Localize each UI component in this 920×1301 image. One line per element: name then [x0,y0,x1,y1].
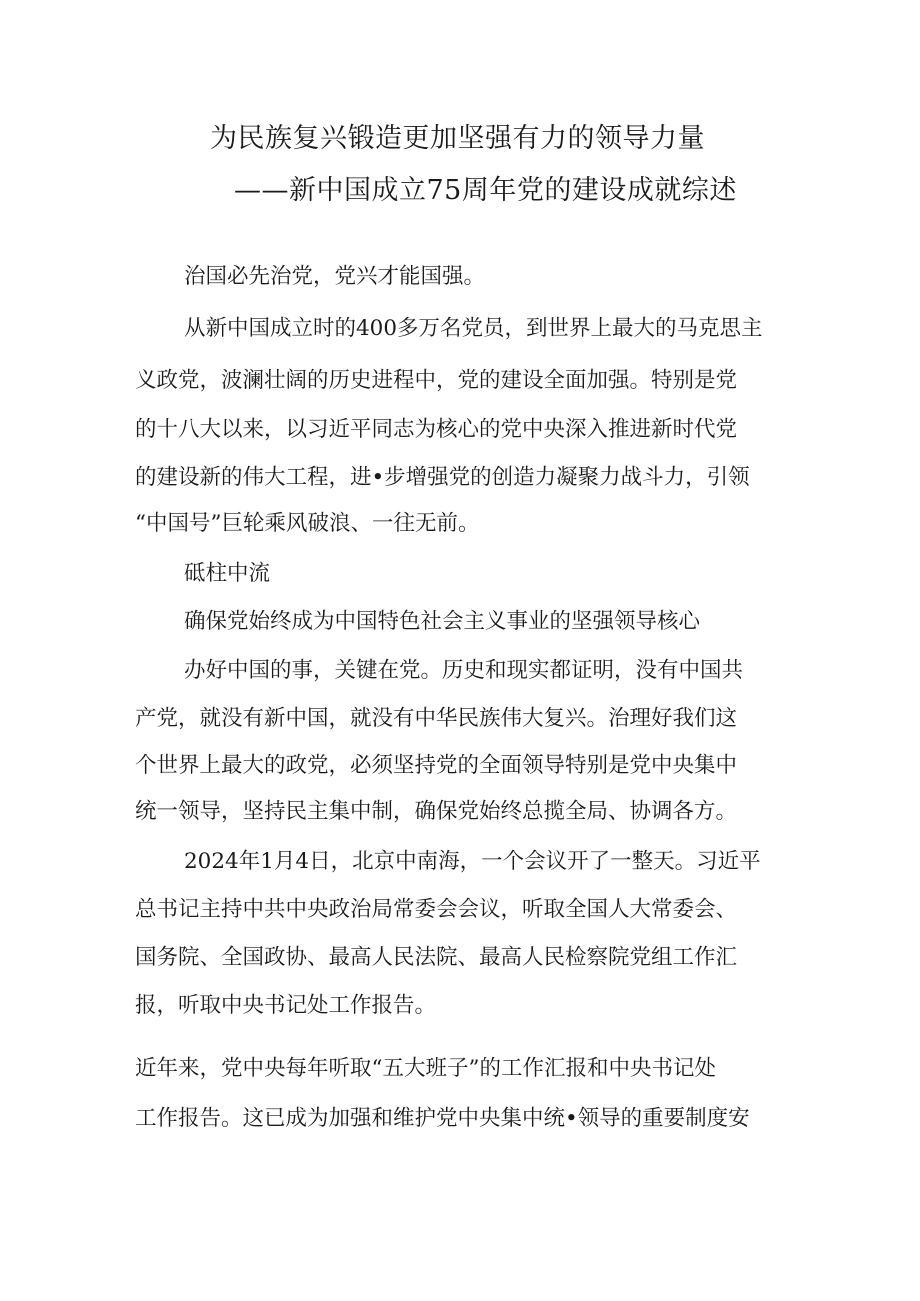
paragraph-line: 工作报告。这已成为加强和维护党中央集中统•领导的重要制度安 [135,1106,750,1131]
section-heading: 砥柱中流 [184,561,271,586]
paragraph-line: 办好中国的事，关键在党。历史和现实都证明，没有中国共 [184,658,744,683]
section-subheading: 确保党始终成为中国特色社会主义事业的坚强领导核心 [184,609,701,634]
paragraph-line: 总书记主持中共中央政治局常委会会议，听取全国人大常委会、 [135,897,738,922]
paragraph-line: 的十八大以来，以习近平同志为核心的党中央深入推进新时代党 [135,417,738,442]
paragraph-line: 的建设新的伟大工程，进•步增强党的创造力凝聚力战斗力，引领 [135,465,750,490]
paragraph-line: 统一领导，坚持民主集中制，确保党始终总揽全局、协调各方。 [135,799,738,824]
paragraph-line: 2024年1月4日，北京中南海，一个会议开了一整天。习近平 [184,849,761,874]
document-subtitle: ——新中国成立75周年党的建设成就综述 [234,175,737,206]
paragraph-line: 义政党，波澜壮阔的历史进程中，党的建设全面加强。特别是党 [135,368,738,393]
paragraph-line: 国务院、全国政协、最高人民法院、最高人民检察院党组工作汇 [135,945,738,970]
document-title: 为民族复兴锻造更加坚强有力的领导力量 [210,123,705,154]
paragraph-line: 产党，就没有新中国，就没有中华民族伟大复兴。治理好我们这 [135,706,738,731]
paragraph-line: 报，听取中央书记处工作报告。 [135,993,437,1018]
paragraph-line: 治国必先治党，党兴才能国强。 [184,264,486,289]
paragraph-line: 近年来，党中央每年听取“五大班子”的工作汇报和中央书记处 [135,1056,716,1081]
paragraph-line: 个世界上最大的政党，必须坚持党的全面领导特别是党中央集中 [135,753,738,778]
paragraph-line: 从新中国成立时的400多万名党员，到世界上最大的马克思主 [184,316,763,341]
paragraph-line: “中国号”巨轮乘风破浪、一往无前。 [135,511,480,536]
